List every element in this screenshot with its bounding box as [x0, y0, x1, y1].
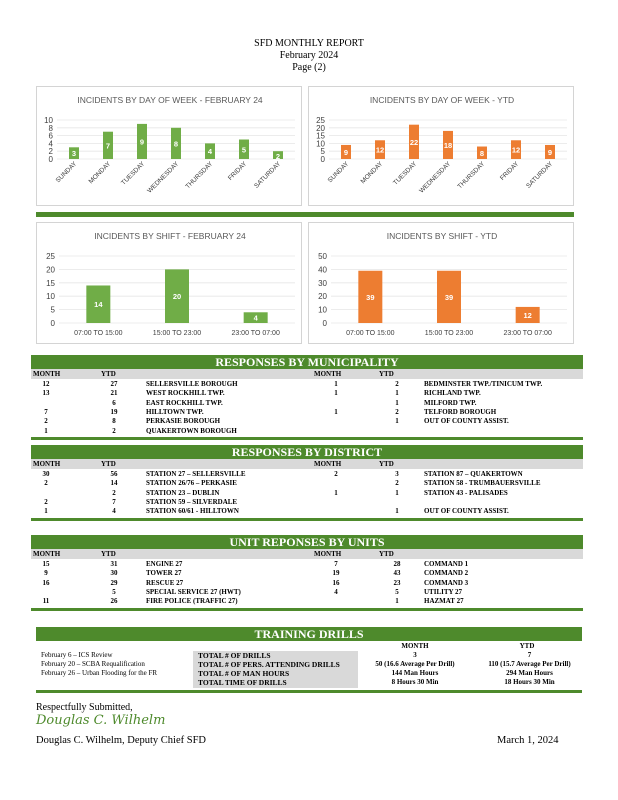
x-tick-label: THURSDAY	[184, 160, 215, 191]
column-header-row	[31, 459, 583, 469]
data-label: 4	[253, 313, 258, 323]
table-cell: 15	[42, 560, 50, 568]
table-cell: 43	[393, 569, 401, 578]
table-cell: 19	[332, 569, 340, 578]
table-cell: 12	[42, 380, 50, 388]
table-cell: RICHLAND TWP.	[424, 389, 481, 398]
table-cell: 4	[112, 507, 116, 516]
table-cell: COMMAND 3	[424, 578, 469, 587]
chart-svg	[309, 87, 575, 207]
table-cell: 7	[112, 497, 116, 506]
x-tick-label: SATURDAY	[253, 160, 283, 190]
table-row	[31, 498, 583, 507]
training-col-month: MONTH	[401, 642, 429, 650]
data-label: 12	[375, 145, 385, 155]
table-cell: 1	[334, 380, 338, 388]
table-cell: OUT OF COUNTY ASSIST.	[424, 507, 509, 516]
table-row	[31, 569, 583, 578]
x-tick-label: TUESDAY	[120, 160, 147, 187]
table-cell: 1	[395, 417, 399, 426]
table-cell: ENGINE 27	[146, 560, 183, 568]
chart-day-ytd	[308, 86, 574, 206]
column-header: YTD	[101, 460, 116, 468]
table-cell: 2	[395, 479, 399, 488]
data-label: 12	[523, 310, 532, 320]
table-cell: 2	[44, 497, 48, 506]
chart-day-month	[36, 86, 302, 206]
table-cell: 2	[395, 407, 399, 416]
table-row	[31, 380, 583, 389]
table-row	[31, 507, 583, 516]
data-label: 9	[547, 147, 553, 157]
section-bottom-rule	[31, 518, 583, 521]
chart-title: INCIDENTS BY DAY OF WEEK - YTD	[369, 95, 515, 105]
table-cell: 2	[395, 380, 399, 388]
drill-ytd-value: 294 Man Hours	[506, 669, 553, 677]
data-label: 9	[139, 137, 145, 147]
table-cell: 1	[44, 507, 48, 516]
table-cell: 1	[395, 488, 399, 497]
table-cell: 56	[110, 470, 118, 478]
table-cell: QUAKERTOWN BOROUGH	[146, 426, 237, 435]
table-cell: 5	[395, 587, 399, 596]
y-tick-label: 10	[318, 305, 327, 315]
table-cell: STATION 27 – SELLERSVILLE	[146, 470, 246, 478]
data-label: 9	[343, 147, 349, 157]
table-cell: 2	[112, 426, 116, 435]
table-cell: 31	[110, 560, 118, 568]
drill-label: TOTAL # OF MAN HOURS	[198, 669, 290, 678]
training-col-ytd: YTD	[519, 642, 535, 650]
chart-title: INCIDENTS BY SHIFT - FEBRUARY 24	[94, 231, 246, 241]
table-cell: STATION 58 - TRUMBAUERSVILLE	[424, 479, 541, 488]
column-header-row	[31, 549, 583, 559]
y-tick-label: 25	[316, 116, 325, 125]
x-tick-label: SUNDAY	[54, 160, 79, 185]
table-row	[31, 479, 583, 488]
table-cell: 6	[112, 398, 116, 407]
table-cell: STATION 60/61 - HILLTOWN	[146, 507, 239, 516]
table-row	[31, 588, 583, 597]
table-cell: 23	[393, 578, 401, 587]
table-row	[31, 470, 583, 479]
x-tick-label: MONDAY	[359, 160, 385, 186]
drill-label: TOTAL # OF DRILLS	[198, 651, 271, 660]
y-tick-label: 20	[316, 123, 325, 133]
data-label: 39	[444, 292, 454, 302]
training-drill-list	[41, 651, 157, 678]
drill-ytd-value: 18 Hours 30 Min	[504, 678, 555, 686]
drill-item: February 26 – Urban Flooding for the FR	[41, 669, 158, 677]
y-tick-label: 25	[46, 252, 55, 261]
x-tick-label: TUESDAY	[392, 160, 419, 187]
drill-month-value: 50 (16.6 Average Per Drill)	[375, 660, 455, 668]
drill-ytd-value: 110 (15.7 Average Per Drill)	[488, 660, 571, 668]
y-tick-label: 5	[320, 147, 325, 157]
y-tick-label: 20	[318, 292, 327, 302]
y-tick-label: 0	[50, 319, 55, 328]
x-tick-label: FRIDAY	[226, 160, 249, 182]
section-bottom-rule	[31, 608, 583, 611]
x-tick-label: 07:00 TO 15:00	[74, 330, 123, 337]
table-row	[31, 560, 583, 569]
data-label: 4	[207, 147, 213, 157]
x-tick-label: SUNDAY	[326, 160, 351, 185]
divider-rule	[36, 212, 574, 217]
column-header: YTD	[379, 370, 394, 378]
signed-date: March 1, 2024	[497, 735, 559, 746]
table-cell: 30	[42, 470, 50, 478]
y-tick-label: 0	[48, 155, 53, 164]
drill-month-value: 8 Hours 30 Min	[391, 678, 439, 686]
x-tick-label: 23:00 TO 07:00	[503, 330, 552, 337]
x-tick-label: SATURDAY	[525, 160, 555, 190]
table-cell: 1	[395, 597, 399, 606]
table-cell: BEDMINSTER TWP./TINICUM TWP.	[424, 380, 543, 388]
table-cell: 26	[110, 597, 118, 606]
x-tick-label: 23:00 TO 07:00	[231, 330, 280, 337]
y-tick-label: 15	[46, 278, 55, 288]
y-tick-label: 10	[46, 292, 55, 302]
table-cell: COMMAND 2	[424, 569, 469, 578]
chart-svg	[37, 87, 303, 207]
table-row	[31, 489, 583, 498]
y-tick-label: 10	[44, 116, 53, 125]
column-header: YTD	[101, 370, 116, 378]
drill-item: February 20 – SCBA Requalification	[41, 660, 145, 668]
table-cell: 11	[42, 597, 50, 606]
table-cell: 2	[44, 417, 48, 426]
table-cell: 8	[112, 417, 116, 426]
y-tick-label: 8	[48, 123, 53, 133]
y-tick-label: 30	[318, 278, 327, 288]
data-label: 8	[173, 139, 179, 149]
data-label: 2	[275, 152, 281, 162]
table-row	[31, 408, 583, 417]
table-cell: 28	[393, 560, 401, 568]
data-label: 3	[71, 149, 77, 159]
table-cell: 14	[110, 479, 118, 488]
table-cell: FIRE POLICE (TRAFFIC 27)	[146, 597, 238, 606]
section-bottom-rule	[31, 437, 583, 440]
table-cell: 16	[332, 578, 340, 587]
table-cell: 29	[110, 578, 118, 587]
table-cell: UTILITY 27	[424, 587, 463, 596]
y-tick-label: 10	[316, 139, 325, 149]
table-cell: 7	[44, 407, 48, 416]
table-cell: 13	[42, 389, 50, 398]
x-tick-label: THURSDAY	[456, 160, 487, 191]
table-cell: 16	[42, 578, 50, 587]
report-date: February 2024	[279, 50, 339, 61]
data-label: 22	[409, 137, 419, 147]
chart-svg	[309, 223, 575, 345]
table-cell: STATION 23 – DUBLIN	[146, 488, 220, 497]
chart-title: INCIDENTS BY DAY OF WEEK - FEBRUARY 24	[77, 95, 263, 105]
table-cell: RESCUE 27	[146, 578, 184, 587]
table-cell: HAZMAT 27	[424, 597, 464, 606]
column-header: MONTH	[33, 370, 61, 378]
column-header: YTD	[101, 550, 116, 558]
table-cell: 2	[112, 488, 116, 497]
training-month-values	[360, 651, 470, 687]
submitted-text: Respectfully Submitted,	[36, 702, 133, 713]
y-tick-label: 0	[320, 155, 325, 164]
data-label: 5	[241, 145, 247, 155]
table-cell: 1	[334, 488, 338, 497]
y-tick-label: 6	[48, 131, 53, 141]
column-header: MONTH	[33, 460, 61, 468]
data-label: 8	[479, 148, 485, 158]
table-row	[31, 427, 583, 436]
y-tick-label: 0	[322, 319, 327, 328]
drill-label: TOTAL TIME OF DRILLS	[198, 678, 287, 687]
signer-name: Douglas C. Wilhelm, Deputy Chief SFD	[36, 735, 207, 746]
signature: Douglas C. Wilhelm	[36, 713, 166, 728]
table-cell: PERKASIE BOROUGH	[146, 417, 221, 426]
chart-title: INCIDENTS BY SHIFT - YTD	[386, 231, 498, 241]
y-tick-label: 20	[46, 265, 55, 275]
x-tick-label: WEDNESDAY	[146, 160, 181, 195]
table-cell: 2	[44, 479, 48, 488]
table-cell: 5	[112, 587, 116, 596]
drill-item: February 6 – ICS Review	[41, 651, 113, 659]
table-cell: MILFORD TWP.	[424, 398, 477, 407]
column-header: YTD	[379, 550, 394, 558]
training-title: TRAINING DRILLS	[36, 627, 582, 641]
chart-shift-ytd	[308, 222, 574, 344]
table-cell: 1	[334, 407, 338, 416]
table-cell: WEST ROCKHILL TWP.	[146, 389, 225, 398]
table-cell: STATION 26/76 – PERKASIE	[146, 479, 237, 488]
y-tick-label: 2	[48, 147, 53, 157]
data-label: 7	[105, 141, 111, 151]
table-cell: 3	[395, 470, 399, 478]
table-row	[31, 389, 583, 398]
table-cell: 1	[44, 426, 48, 435]
table-cell: 2	[334, 470, 338, 478]
training-ytd-values	[472, 651, 587, 687]
table-cell: 9	[44, 569, 48, 578]
column-header: YTD	[379, 460, 394, 468]
table-cell: 27	[110, 380, 118, 388]
data-label: 20	[172, 292, 182, 302]
table-row	[31, 579, 583, 588]
x-tick-label: 07:00 TO 15:00	[346, 330, 395, 337]
drill-label: TOTAL # OF PERS. ATTENDING DRILLS	[198, 660, 340, 669]
table-cell: 1	[395, 389, 399, 398]
table-cell: SPECIAL SERVICE 27 (HWT)	[146, 587, 241, 596]
table-cell: STATION 59 – SILVERDALE	[146, 497, 238, 506]
table-row	[31, 399, 583, 408]
table-cell: 21	[110, 389, 118, 398]
data-label: 18	[443, 140, 453, 150]
table-cell: 1	[334, 389, 338, 398]
column-header: MONTH	[314, 370, 342, 378]
y-tick-label: 50	[318, 252, 327, 261]
x-tick-label: 15:00 TO 23:00	[152, 330, 202, 337]
table-cell: TELFORD BOROUGH	[424, 407, 497, 416]
table-cell: 1	[395, 398, 399, 407]
y-tick-label: 5	[50, 305, 55, 315]
table-cell: 19	[110, 407, 118, 416]
column-header: MONTH	[314, 550, 342, 558]
table-cell: OUT OF COUNTY ASSIST.	[424, 417, 509, 426]
drill-month-value: 144 Man Hours	[391, 669, 439, 677]
table-cell: 30	[110, 569, 118, 578]
table-cell: STATION 87 – QUAKERTOWN	[424, 470, 523, 478]
table-row	[31, 417, 583, 426]
table-row	[31, 597, 583, 606]
data-label: 12	[511, 145, 521, 155]
table-cell: TOWER 27	[146, 569, 182, 578]
drill-month-value: 3	[413, 651, 417, 659]
column-header-row	[31, 369, 583, 379]
data-label: 14	[94, 300, 103, 310]
report-page: Page (2)	[292, 62, 326, 73]
data-label: 39	[366, 292, 375, 302]
table-cell: EAST ROCKHILL TWP.	[146, 398, 223, 407]
table-cell: 1	[395, 507, 399, 516]
x-tick-label: WEDNESDAY	[418, 160, 453, 195]
table-cell: 4	[334, 587, 338, 596]
table-cell: STATION 43 - PALISADES	[424, 488, 508, 497]
table-cell: COMMAND 1	[424, 560, 469, 568]
table-cell: 7	[334, 560, 338, 568]
column-header: MONTH	[314, 460, 342, 468]
drill-ytd-value: 7	[527, 651, 532, 659]
table-cell: SELLERSVILLE BOROUGH	[146, 380, 238, 388]
report-title: SFD MONTHLY REPORT	[254, 38, 364, 49]
training-bottom-rule	[36, 690, 582, 693]
y-tick-label: 40	[318, 265, 327, 275]
x-tick-label: FRIDAY	[498, 160, 521, 182]
table-cell: HILLTOWN TWP.	[146, 407, 204, 416]
section-title: UNIT REPONSES BY UNITS	[31, 535, 583, 549]
y-tick-label: 15	[316, 131, 325, 141]
training-labels	[193, 651, 358, 688]
y-tick-label: 4	[48, 139, 53, 149]
report-header	[0, 38, 618, 74]
section-title: RESPONSES BY DISTRICT	[31, 445, 583, 459]
column-header: MONTH	[33, 550, 61, 558]
x-tick-label: 15:00 TO 23:00	[424, 330, 474, 337]
x-tick-label: MONDAY	[87, 160, 113, 186]
section-title: RESPONSES BY MUNICIPALITY	[31, 355, 583, 369]
chart-svg	[37, 223, 303, 345]
chart-shift-month	[36, 222, 302, 344]
